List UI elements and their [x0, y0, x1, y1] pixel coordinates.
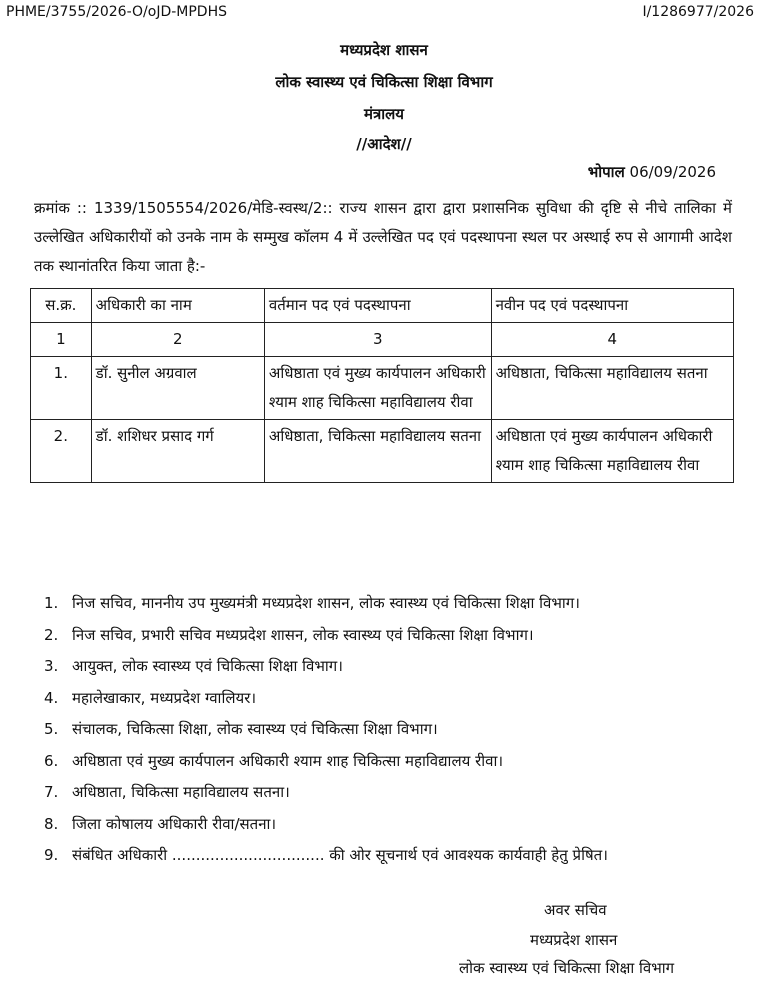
col-number: 4 [491, 323, 733, 357]
col-number: 2 [91, 323, 264, 357]
table-column-number-row [31, 323, 734, 357]
list-item-number: 6. [44, 751, 59, 770]
file-reference-number: PHME/3755/2026-O/oJD-MPDHS [6, 4, 228, 20]
list-item [34, 840, 754, 872]
document-id: I/1286977/2026 [642, 4, 754, 20]
list-item-number: 7. [44, 783, 59, 801]
list-item-number: 3. [44, 657, 59, 675]
govt-heading: मध्यप्रदेश शासन [340, 41, 428, 59]
header-current-post: वर्तमान पद एवं पदस्थापना [264, 289, 491, 323]
table-row [31, 420, 734, 483]
signatory-designation: अवर सचिव [544, 901, 607, 919]
table-header-row [31, 289, 734, 323]
header-officer-name: अधिकारी का नाम [91, 289, 264, 323]
list-item-number: 5. [44, 720, 59, 738]
list-item-text: संबंधित अधिकारी ................................ की ओर सूचनार्थ एवं आवश्यक कार्यवाही हेतु प्रेषित। [72, 846, 608, 864]
header-serial: स.क्र. [31, 289, 92, 323]
list-item-number: 4. [44, 688, 59, 707]
list-item-text: आयुक्त, लोक स्वास्थ्य एवं चिकित्सा शिक्षा विभाग। [72, 657, 343, 675]
copy-to-list [34, 588, 754, 872]
date-place: भोपाल [587, 163, 625, 181]
list-item-text: जिला कोषालय अधिकारी रीवा/सतना। [72, 814, 277, 833]
list-item-number: 1. [44, 594, 59, 612]
list-item [34, 714, 754, 746]
row-serial: 2. [31, 420, 92, 483]
order-date [588, 162, 716, 182]
department-heading: लोक स्वास्थ्य एवं चिकित्सा शिक्षा विभाग [275, 73, 493, 91]
list-item [34, 588, 754, 620]
list-item-text: संचालक, चिकित्सा शिक्षा, लोक स्वास्थ्य एवं चिकित्सा शिक्षा विभाग। [72, 720, 438, 738]
list-item [34, 620, 754, 652]
list-item-text: निज सचिव, प्रभारी सचिव मध्यप्रदेश शासन, लोक स्वास्थ्य एवं चिकित्सा शिक्षा विभाग। [72, 625, 534, 644]
signatory-department: लोक स्वास्थ्य एवं चिकित्सा शिक्षा विभाग [459, 959, 675, 977]
list-item [34, 746, 754, 778]
signatory-govt: मध्यप्रदेश शासन [530, 931, 618, 949]
list-item [34, 809, 754, 841]
list-item-number: 8. [44, 814, 59, 833]
row-current-post: अधिष्ठाता एवं मुख्य कार्यपालन अधिकारी श्याम शाह चिकित्सा महाविद्यालय रीवा [264, 357, 491, 420]
list-item [34, 651, 754, 683]
col-number: 3 [264, 323, 491, 357]
transfer-table [30, 288, 734, 483]
list-item-text: महालेखाकार, मध्यप्रदेश ग्वालियर। [72, 688, 257, 707]
row-officer-name: डॉ. शशिधर प्रसाद गर्ग [91, 420, 264, 483]
order-body-text: क्रमांक :: 1339/1505554/2026/मेडि-स्वस्थ/2:: राज्य शासन द्वारा द्वारा प्रशासनिक सुविधा की दृष्टि से नीचे तालिका में उल्लेखित अधिकारीयों को उनके नाम के सम्मुख कॉलम 4 में उल्लेखित पद एवं पदस्थापना स्थल पर अस्थाई रुप से आगामी आदेश तक स्थानांतरित किया जाता है:- [34, 199, 732, 275]
row-new-post: अधिष्ठाता, चिकित्सा महाविद्यालय सतना [491, 357, 733, 420]
list-item-text: अधिष्ठाता, चिकित्सा महाविद्यालय सतना। [72, 783, 290, 801]
list-item [34, 683, 754, 715]
row-serial: 1. [31, 357, 92, 420]
row-new-post: अधिष्ठाता एवं मुख्य कार्यपालन अधिकारी श्याम शाह चिकित्सा महाविद्यालय रीवा [491, 420, 733, 483]
table-row [31, 357, 734, 420]
row-officer-name: डॉ. सुनील अग्रवाल [91, 357, 264, 420]
list-item-text: निज सचिव, माननीय उप मुख्यमंत्री मध्यप्रदेश शासन, लोक स्वास्थ्य एवं चिकित्सा शिक्षा विभाग। [72, 594, 580, 612]
list-item [34, 777, 754, 809]
list-item-text: अधिष्ठाता एवं मुख्य कार्यपालन अधिकारी श्याम शाह चिकित्सा महाविद्यालय रीवा। [72, 751, 504, 770]
header-new-post: नवीन पद एवं पदस्थापना [491, 289, 733, 323]
row-current-post: अधिष्ठाता, चिकित्सा महाविद्यालय सतना [264, 420, 491, 483]
ministry-heading: मंत्रालय [363, 105, 404, 123]
col-number: 1 [31, 323, 92, 357]
order-title: //आदेश// [356, 135, 412, 153]
list-item-number: 9. [44, 846, 59, 864]
list-item-number: 2. [44, 625, 59, 644]
date-value: 06/09/2026 [629, 163, 716, 181]
